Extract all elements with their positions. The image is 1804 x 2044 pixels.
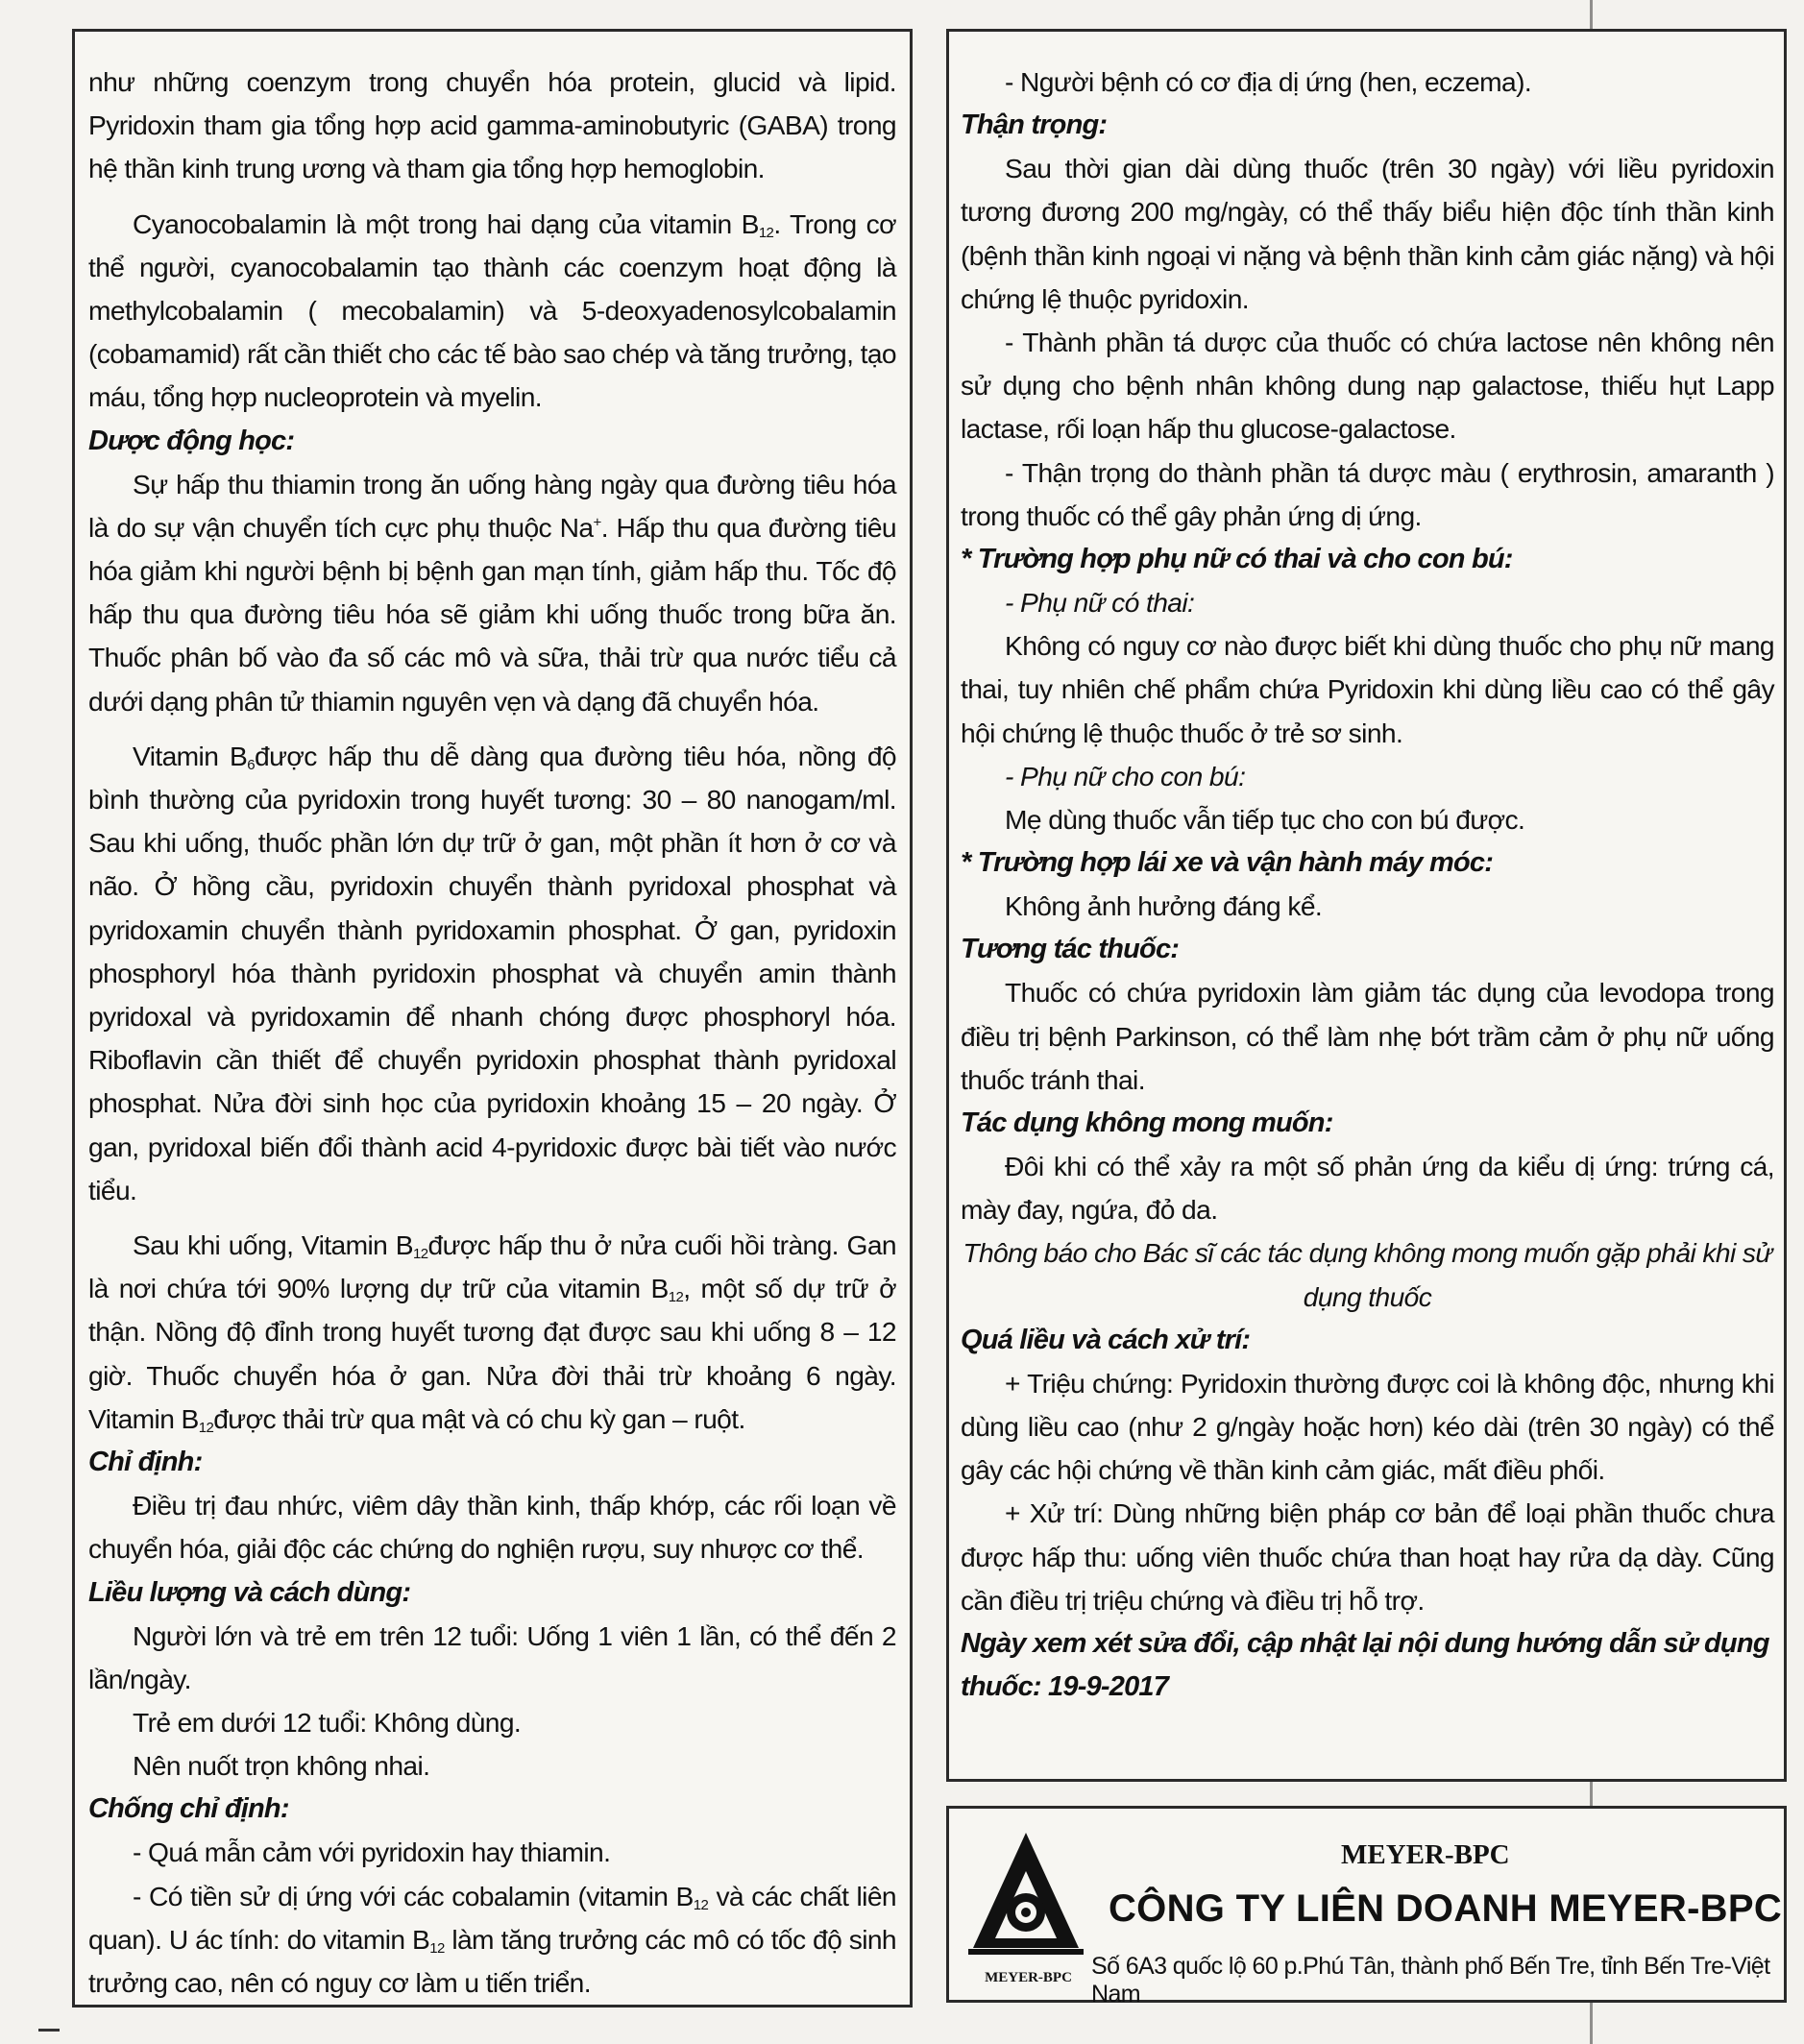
- paragraph-interactions: Thuốc có chứa pyridoxin làm giảm tác dụng của levodopa trong điều trị bệnh Parkinson, có thể làm nhẹ bớt trầm cảm ở phụ nữ uống thuốc tránh thai.: [961, 977, 1774, 1095]
- paragraph-contra-cobalamin: - Có tiền sử dị ứng với các cobalamin (vitamin $B_{12}$ và các chất liên quan). U ác tính: do vitamin $B_{12}$ làm tăng trưởng các mô có tốc độ sinh trưởng cao, nên có nguy cơ làm u tiến triển.: [88, 1880, 897, 1998]
- subheading-breastfeeding: - Phụ nữ cho con bú:: [1005, 760, 1246, 791]
- heading-contraindications: Chống chỉ định:: [88, 1793, 289, 1825]
- right-column: [946, 29, 1787, 1782]
- paragraph-dosage-adults: Người lớn và trẻ em trên 12 tuổi: Uống 1 viên 1 lần, có thể đến 2 lần/ngày.: [88, 1619, 896, 1694]
- company-address: Số 6A3 quốc lộ 60 p.Phú Tân, thành phố Bến Tre, tỉnh Bến Tre-Việt Nam: [1091, 1953, 1770, 2008]
- subheading-pregnant: - Phụ nữ có thai:: [1005, 587, 1195, 619]
- revision-date: Ngày xem xét sửa đổi, cập nhật lại nội dung hướng dẫn sử dụng thuốc: 19-9-2017: [961, 1628, 1769, 1703]
- paragraph-overdose-treatment: + Xử trí: Dùng những biện pháp cơ bản để loại phần thuốc chưa được hấp thu: uống viên thuốc chứa than hoạt hay rửa dạ dày. Cũng cần điều trị triệu chứng và điều trị hỗ trợ.: [961, 1497, 1774, 1616]
- heading-dosage: Liều lượng và cách dùng:: [88, 1576, 411, 1608]
- paragraph-caution-toxicity: Sau thời gian dài dùng thuốc (trên 30 ngày) với liều pyridoxin tương đương 200 mg/ngày, có thể thấy biểu hiện độc tính thần kinh (bệnh thần kinh ngoại vi nặng và bệnh thần kinh cảm giác nặng) và hội chứng lệ thuộc pyridoxin.: [961, 153, 1774, 314]
- company-name: CÔNG TY LIÊN DOANH MEYER-BPC: [1109, 1887, 1783, 1930]
- heading-driving: * Trường hợp lái xe và vận hành máy móc:: [961, 847, 1494, 879]
- heading-indications: Chỉ định:: [88, 1447, 203, 1478]
- paragraph-thiamin: Sự hấp thu thiamin trong ăn uống hàng ngày qua đường tiêu hóa là do sự vận chuyển tích cực phụ thuộc Na+. Hấp thu qua đường tiêu hóa giảm khi người bệnh bị bệnh gan mạn tính, giảm hấp thu. Tốc độ hấp thu qua đường tiêu hóa sẽ giảm khi uống thuốc trong bữa ăn. Thuốc phân bố vào đa số các mô và sữa, thải trừ qua nước tiểu cả dưới dạng phân tử thiamin nguyên vẹn và dạng đã chuyển hóa.: [88, 468, 896, 717]
- paragraph-caution-lactose: - Thành phần tá dược của thuốc có chứa lactose nên không nên sử dụng cho bệnh nhân không dung nạp galactose, thiếu hụt Lapp lactase, rối loạn hấp thu glucose-galactose.: [961, 327, 1774, 445]
- paragraph-vitamin-b12: Sau khi uống, Vitamin $B_{12}được$ hấp thu ở nửa cuối hồi tràng. Gan là nơi chứa tới 90% lượng dự trữ của vitamin $B_{12}$, một số dự trữ ở thận. Nồng độ đỉnh trong huyết tương đạt được sau khi uống 8 – 12 giờ. Thuốc chuyển hóa ở gan. Nửa đời thải trừ khoảng 6 ngày. Vitamin $B_{12}được$ thải trừ qua mật và có chu kỳ gan – ruột.: [88, 1229, 896, 1436]
- brand-name: MEYER-BPC: [1341, 1839, 1510, 1870]
- company-footer: [946, 1806, 1787, 2008]
- notice-report-cont: dụng thuốc: [1303, 1280, 1432, 1312]
- paragraph-dosage-children: Trẻ em dưới 12 tuổi: Không dùng.: [133, 1706, 522, 1738]
- meyer-bpc-logo-icon: [968, 1828, 1084, 1962]
- heading-interactions: Tương tác thuốc:: [961, 934, 1180, 965]
- heading-caution: Thận trọng:: [961, 110, 1108, 141]
- logo-label: MEYER-BPC: [985, 1970, 1072, 1985]
- paragraph: như những coenzym trong chuyển hóa protein, glucid và lipid. Pyridoxin tham gia tổng hợp acid gamma-aminobutyric (GABA) trong hệ thần kinh trung ương và tham gia tổng hợp hemoglobin.: [88, 66, 896, 184]
- paragraph-indications: Điều trị đau nhức, viêm dây thần kinh, thấp khớp, các rối loạn về chuyển hóa, giải độc các chứng do nghiện rượu, suy nhược cơ thể.: [88, 1490, 896, 1565]
- paragraph-driving: Không ảnh hưởng đáng kể.: [1005, 890, 1323, 922]
- paragraph-pregnant: Không có nguy cơ nào được biết khi dùng thuốc cho phụ nữ mang thai, tuy nhiên chế phẩm chứa Pyridoxin khi dùng liều cao có thể gây hội chứng lệ thuộc thuốc ở trẻ sơ sinh.: [961, 630, 1774, 748]
- heading-overdose: Quá liều và cách xử trí:: [961, 1324, 1251, 1355]
- paragraph-contra-hypersensitivity: - Quá mẫn cảm với pyridoxin hay thiamin.: [133, 1837, 611, 1868]
- paragraph-overdose-symptoms: + Triệu chứng: Pyridoxin thường được coi là không độc, nhưng khi dùng liều cao (như 2 g/ngày hoặc hơn) kéo dài (trên 30 ngày) có thể gây các hội chứng về thần kinh cảm giác, mất điều phối.: [961, 1367, 1774, 1486]
- heading-pharmacokinetics: Dược động học:: [88, 425, 295, 456]
- left-column: [72, 29, 913, 2008]
- edge-mark: [38, 2029, 60, 2032]
- paragraph-side-effects: Đôi khi có thể xảy ra một số phản ứng da kiểu dị ứng: trứng cá, mày đay, ngứa, đỏ da.: [961, 1151, 1774, 1226]
- paragraph-allergy: - Người bệnh có cơ địa dị ứng (hen, eczema).: [1005, 66, 1532, 97]
- heading-side-effects: Tác dụng không mong muốn:: [961, 1107, 1333, 1139]
- paragraph-caution-dye: - Thận trọng do thành phần tá dược màu ( erythrosin, amaranth ) trong thuốc có thể gây phản ứng dị ứng.: [961, 456, 1774, 531]
- paragraph-dosage-swallow: Nên nuốt trọn không nhai.: [133, 1750, 430, 1782]
- heading-pregnancy: * Trường hợp phụ nữ có thai và cho con bú:: [961, 544, 1513, 575]
- paragraph-cyanocobalamin: Cyanocobalamin là một trong hai dạng của vitamin $B_{12}$. Trong cơ thể người, cyanocobalamin tạo thành các coenzym hoạt động là methylcobalamin ( mecobalamin) và 5-deoxyadenosylcobalamin (cobamamid) rất cần thiết cho các tế bào sao chép và tăng trưởng, tạo máu, tổng hợp nucleoprotein và myelin.: [88, 207, 897, 413]
- paragraph-vitamin-b6: Vitamin $B_6được$ hấp thu dễ dàng qua đường tiêu hóa, nồng độ bình thường của pyridoxin trong huyết tương: 30 – 80 nanogam/ml. Sau khi uống, thuốc phần lớn dự trữ ở gan, một phần ít hơn ở cơ và não. Ở hồng cầu, pyridoxin chuyển thành pyridoxal phosphat và pyridoxamin chuyển thành pyridoxamin phosphat. Ở gan, pyridoxin phosphoryl hóa thành pyridoxin phosphat và chuyển amin thành pyridoxal và pyridoxamin để nhanh chóng được phosphoryl hóa. Riboflavin cần thiết để chuyển pyridoxin phosphat thành pyridoxal phosphat. Nửa đời sinh học của pyridoxin khoảng 15 – 20 ngày. Ở gan, pyridoxal biến đổi thành acid 4-pyridoxic được bài tiết vào nước tiểu.: [88, 740, 896, 1205]
- paragraph-breastfeeding: Mẹ dùng thuốc vẫn tiếp tục cho con bú được.: [1005, 804, 1525, 836]
- notice-report: Thông báo cho Bác sĩ các tác dụng không mong muốn gặp phải khi sử: [963, 1237, 1772, 1269]
